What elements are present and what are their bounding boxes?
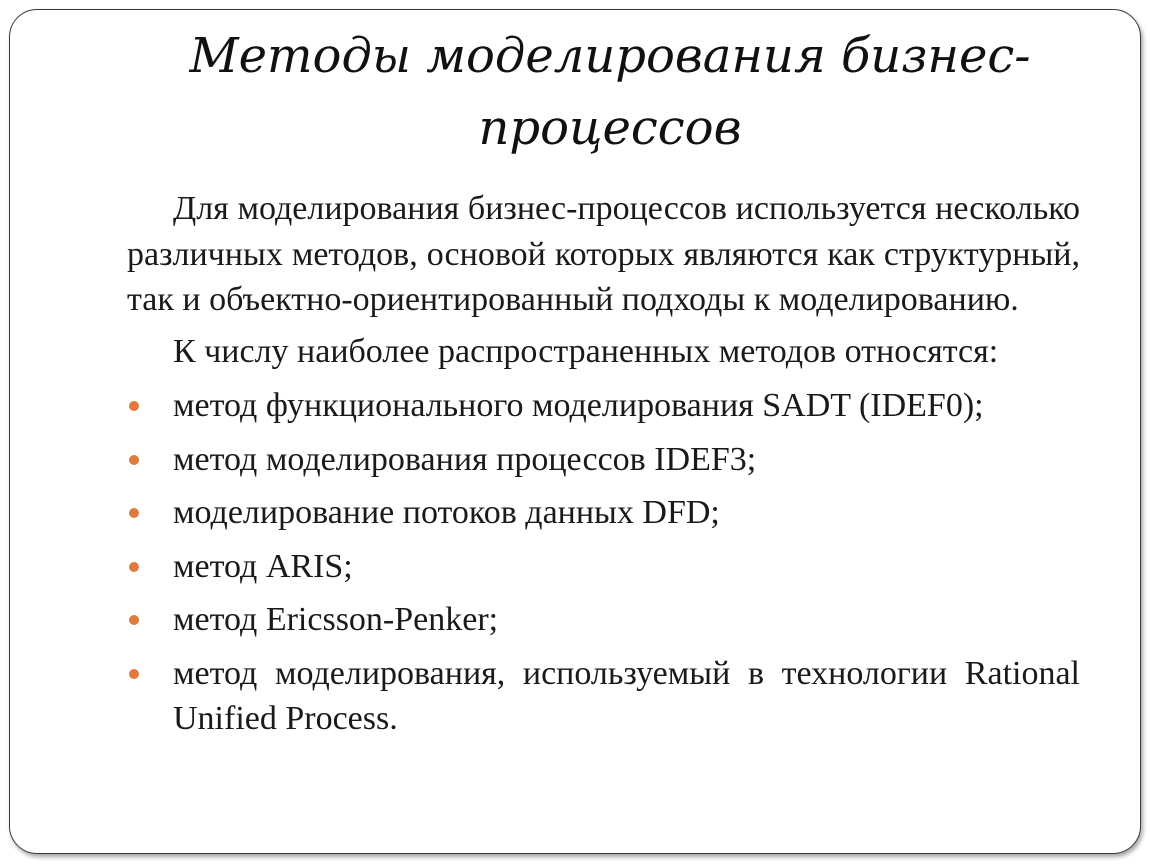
bullet-dot-icon — [129, 669, 139, 679]
list-item-text: метод моделирования процессов IDEF3; — [173, 440, 757, 478]
bullet-dot-icon — [129, 615, 139, 625]
list-item-text: метод Ericsson-Penker; — [173, 601, 499, 638]
list-item — [127, 383, 1080, 429]
list-item — [127, 437, 1080, 483]
bullet-dot-icon — [129, 455, 139, 465]
list-item — [127, 490, 1080, 536]
slide-title: Методы моделирования бизнес-процессов — [189, 28, 1031, 156]
list-item-text: метод моделирования, используемый в технологии Rational Unified Process. — [173, 654, 1080, 737]
bullet-dot-icon — [129, 401, 139, 411]
list-item-text: моделирование потоков данных DFD; — [173, 494, 720, 531]
bullet-dot-icon — [129, 562, 139, 572]
slide-body — [127, 186, 1080, 750]
intro-paragraph: Для моделирования бизнес-процессов используется несколько различных методов, основой которых являются как структурный, так и объектно-ориентированный подходы к моделированию. — [127, 190, 1080, 318]
list-item-text: метод функционального моделирования SADT (IDEF0); — [173, 387, 984, 424]
list-item — [127, 544, 1080, 590]
list-lead-paragraph: К числу наиболее распространенных методов относятся: — [173, 332, 999, 370]
list-item — [127, 651, 1080, 742]
list-item-text: метод ARIS; — [173, 547, 353, 585]
methods-list — [127, 383, 1080, 742]
list-item — [127, 597, 1080, 643]
bullet-dot-icon — [129, 508, 139, 518]
